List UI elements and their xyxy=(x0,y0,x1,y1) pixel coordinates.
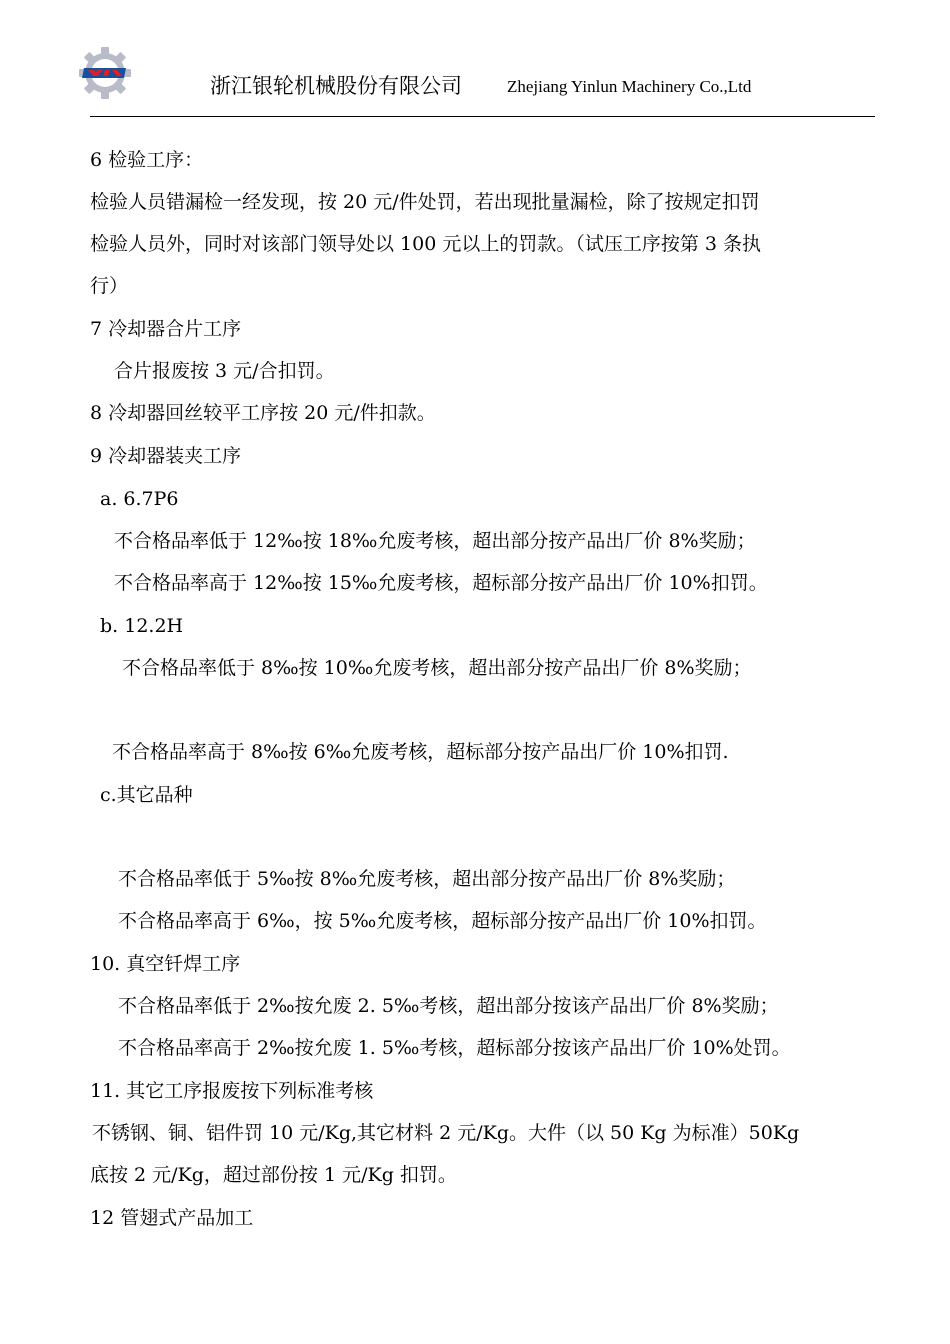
section-9-title: 9 冷却器装夹工序 xyxy=(90,445,242,467)
section-10-title: 10. 真空钎焊工序 xyxy=(90,953,241,975)
company-name-english: Zhejiang Yinlun Machinery Co.,Ltd xyxy=(507,77,752,96)
section-6-paragraph-line-1 xyxy=(90,190,874,214)
section-7-paragraph: 合片报废按 3 元/合扣罚。 xyxy=(114,360,335,382)
section-10-line-2: 不合格品率高于 2‰按允废 1. 5‰考核，超标部分按该产品出厂价 10%处罚。 xyxy=(118,1037,791,1059)
section-9-item-b-line-2: 不合格品率高于 8‰按 6‰允废考核，超标部分按产品出厂价 10%扣罚. xyxy=(112,741,729,763)
header-divider xyxy=(90,116,875,117)
section-6-paragraph-line-2: 检验人员外，同时对该部门领导处以 100 元以上的罚款。（试压工序按第 3 条执 xyxy=(90,233,762,255)
section-9-item-c-label: c.其它品种 xyxy=(100,784,193,806)
section-11-paragraph-line-2: 底按 2 元/Kg，超过部份按 1 元/Kg 扣罚。 xyxy=(90,1164,457,1186)
section-6-title: 6 检验工序： xyxy=(90,149,204,171)
section-11-title: 11. 其它工序报废按下列标准考核 xyxy=(90,1080,374,1102)
text-run: 不锈钢、铜、铝件罚 10 元/Kg,其它材料 2 元/Kg。大件（以 50 Kg 为标准）50Kg xyxy=(92,1122,800,1144)
page-header xyxy=(0,0,950,120)
company-logo-gear-icon xyxy=(78,46,132,100)
section-9-item-b-label: b. 12.2H xyxy=(100,615,184,637)
section-10-line-1: 不合格品率低于 2‰按允废 2. 5‰考核，超出部分按该产品出厂价 8%奖励； xyxy=(118,995,779,1017)
section-9-item-a-line-1: 不合格品率低于 12‰按 18‰允废考核，超出部分按产品出厂价 8%奖励； xyxy=(114,530,756,552)
section-11-paragraph-line-1 xyxy=(92,1121,876,1145)
section-12-title: 12 管翅式产品加工 xyxy=(90,1207,254,1229)
section-8-text: 8 冷却器回丝较平工序按 20 元/件扣款。 xyxy=(90,402,436,424)
section-9-item-c-line-1: 不合格品率低于 5‰按 8‰允废考核，超出部分按产品出厂价 8%奖励； xyxy=(118,868,736,890)
section-6-paragraph-line-3: 行） xyxy=(90,275,129,297)
section-7-title: 7 冷却器合片工序 xyxy=(90,318,242,340)
text-run: 检验人员错漏检一经发现，按 20 元/件处罚，若出现批量漏检，除了按规定扣罚 xyxy=(90,191,760,213)
section-9-item-a-line-2: 不合格品率高于 12‰按 15‰允废考核，超标部分按产品出厂价 10%扣罚。 xyxy=(114,572,768,594)
section-9-item-b-line-1: 不合格品率低于 8‰按 10‰允废考核，超出部分按产品出厂价 8%奖励； xyxy=(122,657,752,679)
section-9-item-a-label: a. 6.7P6 xyxy=(100,488,179,510)
company-name-chinese: 浙江银轮机械股份有限公司 xyxy=(210,74,462,98)
section-9-item-c-line-2: 不合格品率高于 6‰，按 5‰允废考核，超标部分按产品出厂价 10%扣罚。 xyxy=(118,910,767,932)
